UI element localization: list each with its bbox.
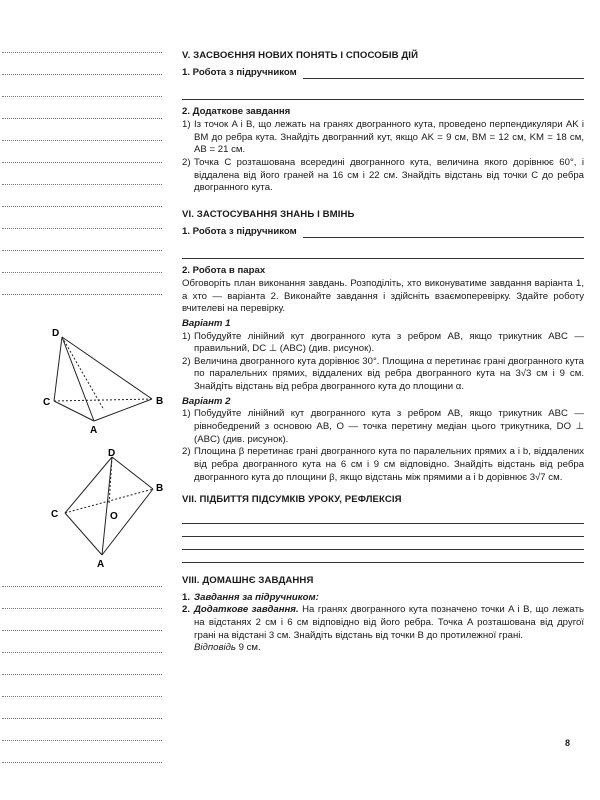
task-item: 1) Із точок A і B, що лежать на гранях двогранного кута, проведено перпендикуляри AK і BM до ребра кута. Знайдіть двогранний кут, якщо AK = 9 см, BM = 12 см, KM = 18 см, AB = 21 см. <box>182 118 584 156</box>
edge-ca <box>65 513 102 555</box>
task-item: 1) Побудуйте лінійний кут двогранного кута з ребром AB, якщо трикутник ABC — рівнобедрений з основою AB, O — точка перетину медіан цього трикутника, DO ⊥ (ABC) (див. рисунок). <box>182 408 584 445</box>
margin-line <box>2 674 162 675</box>
margin-line <box>2 162 162 163</box>
answer-line[interactable] <box>303 69 584 79</box>
task-text: Побудуйте лінійний кут двогранного кута з ребром AB, якщо трикутник ABC — рівнобедрений з основою AB, O — точка перетину медіан цього трикутника, DO ⊥ (ABC) (див. рисунок). <box>194 408 584 445</box>
answer-line[interactable] <box>303 228 584 238</box>
answer-line[interactable] <box>182 79 584 100</box>
label-c: C <box>43 397 51 408</box>
label-c: C <box>51 509 59 520</box>
margin-line <box>2 206 162 207</box>
edge-dc <box>65 457 112 513</box>
page-number: 8 <box>564 738 570 748</box>
label-d: D <box>52 328 60 339</box>
answer-value: 9 см. <box>238 642 261 654</box>
homework-item-1: 1. Завдання за підручником: <box>182 592 584 605</box>
answer-label: Відповідь <box>194 642 236 654</box>
answer-line[interactable] <box>182 550 584 563</box>
margin-line <box>2 294 162 295</box>
pairs-title: 2. Робота в парах <box>182 265 266 277</box>
homework-text: На гранях двогранного кута позначено точки A і B, що лежать на відстанях 2 см і 6 см відповідно від його ребра. Точка A розташована від другої грані на відстані 3 см. Знайдіть відстань від точки B до протилежної грані. <box>194 604 584 641</box>
task-text: Площина β перетинає грані двогранного кута по паралельних прямих a і b, віддалених від ребра двогранного кута на 6 см і 9 см відповідно. Знайдіть відстань від ребра двогранного кута до площини β, якщо відстань між прямими a і b дорівнює 3√7 см. <box>194 446 584 483</box>
task-text: Величина двогранного кута дорівнює 30°. Площина α перетинає грані двогранного кута по паралельних прямих, віддалених від ребра двогранного кута на 3√3 см і 9 см. Знайдіть відстань від ребра двогранного кута до площини α. <box>194 355 584 393</box>
textbook-label: 1. Робота з підручником <box>182 66 297 78</box>
variant-2-title: Варіант 2 <box>182 395 231 407</box>
label-a: A <box>90 425 98 435</box>
edge-dc <box>54 337 62 401</box>
figure-variant-1 <box>40 325 170 435</box>
label-o: O <box>110 511 118 522</box>
margin-line <box>2 272 162 273</box>
extra-task-title: 2. Додаткове завдання <box>182 106 291 118</box>
task-text: Побудуйте лінійний кут двогранного кута з ребром AB, якщо трикутник ABC — правильний, DC ⊥ (ABC) (див. рисунок). <box>194 330 584 355</box>
answer-line[interactable] <box>182 524 584 537</box>
edge-db <box>112 457 153 489</box>
homework-label: Додаткове завдання. <box>194 604 299 616</box>
task-item: 2) Точка C розташована всередині двогранного кута, величина якого дорівнює 60°, і віддалена від його граней на 16 см і 22 см. Знайдіть відстань від точки C до ребра двогранного кута. <box>182 156 584 194</box>
task-text: Точка C розташована всередині двогранного кута, величина якого дорівнює 60°, і віддалена від його граней на 16 см і 22 см. Знайдіть відстань від точки C до ребра двогранного кута. <box>194 156 584 194</box>
edge-da <box>62 337 94 421</box>
margin-line <box>2 118 162 119</box>
margin-line <box>2 630 162 631</box>
section-5-title: V. ЗАСВОЄННЯ НОВИХ ПОНЯТЬ І СПОСОБІВ ДІЙ <box>182 50 419 61</box>
margin-line <box>2 250 162 251</box>
homework-text: Завдання за підручником: <box>194 591 319 603</box>
answer-line[interactable] <box>182 537 584 550</box>
edge-db <box>62 337 152 399</box>
section-8-title: VIII. ДОМАШНЄ ЗАВДАННЯ <box>182 575 314 587</box>
task-item: 1) Побудуйте лінійний кут двогранного кута з ребром AB, якщо трикутник ABC — правильний, DC ⊥ (ABC) (див. рисунок). <box>182 330 584 355</box>
margin-line <box>2 740 162 741</box>
margin-line <box>2 52 162 53</box>
task-item: 2) Площина β перетинає грані двогранного кута по паралельних прямих a і b, віддалених від ребра двогранного кута на 6 см і 9 см відповідно. Знайдіть відстань від ребра двогранного кута до площини β, якщо відстань між прямими a і b дорівнює 3√7 см. <box>182 446 584 483</box>
margin-line <box>2 762 162 763</box>
margin-line <box>2 96 162 97</box>
section-6-title: VI. ЗАСТОСУВАННЯ ЗНАНЬ І ВМІНЬ <box>182 208 355 220</box>
margin-line <box>2 608 162 609</box>
margin-line <box>2 228 162 229</box>
figure-variant-2 <box>45 445 170 570</box>
line-d-mid <box>62 337 104 410</box>
label-d: D <box>108 448 116 459</box>
textbook-row-6 <box>182 226 584 239</box>
variant-1-title: Варіант 1 <box>182 317 231 329</box>
answer-line[interactable] <box>182 511 584 524</box>
edge-cb-hidden <box>54 399 152 401</box>
task-item: 2) Величина двогранного кута дорівнює 30°. Площина α перетинає грані двогранного кута по паралельних прямих, віддалених від ребра двогранного кута на 3√3 см і 9 см. Знайдіть відстань від ребра двогранного кута до площини α. <box>182 355 584 393</box>
textbook-row-5 <box>182 67 584 80</box>
homework-item-2: 2. Додаткове завдання. На гранях двогранного кута позначено точки A і B, що лежать на відстанях 2 см і 6 см відповідно від його ребра. Точка A розташована від другої грані на відстані 3 см. Знайдіть відстань від точки B до протилежної грані. Відповідь 9 см. <box>182 604 584 654</box>
main-content <box>182 50 584 655</box>
margin-line <box>2 184 162 185</box>
task-text: Із точок A і B, що лежать на гранях двогранного кута, проведено перпендикуляри AK і BM до ребра кута. Знайдіть двогранний кут, якщо AK = 9 см, BM = 12 см, KM = 18 см, AB = 21 см. <box>194 118 584 156</box>
edge-ab <box>94 399 152 421</box>
answer-line[interactable] <box>182 238 584 259</box>
edge-da <box>102 457 112 555</box>
margin-line <box>2 696 162 697</box>
textbook-label: 1. Робота з підручником <box>182 225 297 237</box>
pairs-intro: Обговоріть план виконання завдань. Розподіліть, хто виконуватиме завдання варіанта 1, а хто — варіанта 2. Виконайте завдання і здійсніть взаємоперевірку. Здайте роботу вчителеві на перевірку. <box>182 277 584 315</box>
margin-line <box>2 652 162 653</box>
label-a: A <box>97 559 105 570</box>
margin-line <box>2 586 162 587</box>
margin-line <box>2 718 162 719</box>
section-7-title: VII. ПІДБИТТЯ ПІДСУМКІВ УРОКУ, РЕФЛЕКСІЯ <box>182 494 402 506</box>
margin-line <box>2 74 162 75</box>
margin-line <box>2 140 162 141</box>
label-b: B <box>156 483 164 494</box>
label-b: B <box>156 396 164 407</box>
